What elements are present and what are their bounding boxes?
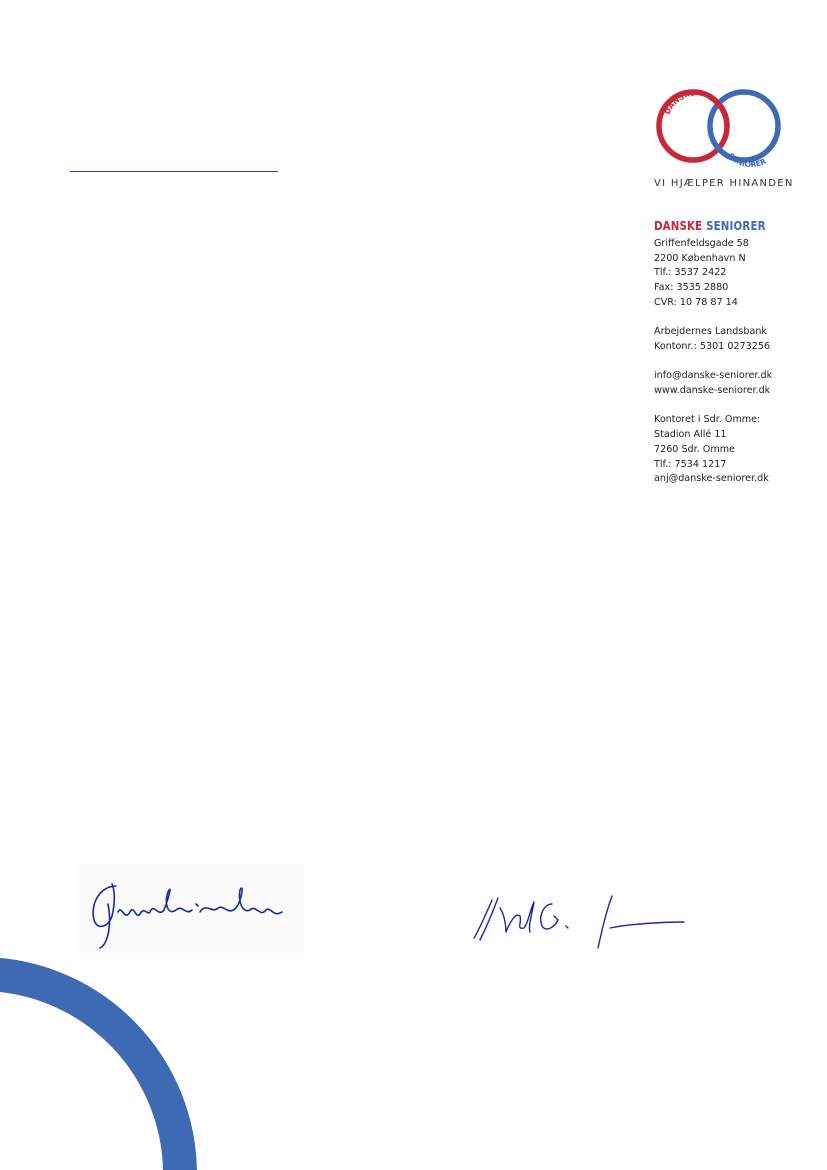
email-link[interactable]: info@danske-seniorer.dk bbox=[654, 370, 773, 382]
org-name-part1: DANSKE bbox=[654, 218, 703, 233]
danske-seniorer-logo bbox=[648, 88, 788, 190]
address-line: Griffenfeldsgade 58 bbox=[654, 238, 749, 249]
office-address: Stadion Allé 11 bbox=[654, 429, 727, 441]
organization-name bbox=[654, 218, 766, 233]
logo-arc-bottom-text: SENIORER bbox=[726, 151, 768, 170]
logo-rings bbox=[648, 88, 788, 178]
fax-number: Fax: 3535 2880 bbox=[654, 282, 729, 294]
cvr-number: CVR: 10 78 87 14 bbox=[654, 296, 738, 308]
bank-name: Arbejdernes Landsbank bbox=[654, 326, 767, 338]
office-email-link[interactable]: anj@danske-seniorer.dk bbox=[654, 473, 769, 485]
logo-tagline: VI HJÆLPER HINANDEN bbox=[654, 178, 794, 189]
website-link[interactable]: www.danske-seniorer.dk bbox=[654, 385, 771, 396]
address-line: 2200 København N bbox=[654, 252, 746, 264]
org-name-part2: SENIORER bbox=[706, 218, 766, 233]
decorative-corner-arc bbox=[0, 950, 200, 1170]
logo-arc-top-text: DANSKE bbox=[662, 88, 696, 116]
phone-number: Tlf.: 3537 2422 bbox=[654, 267, 727, 279]
contact-block bbox=[654, 237, 772, 487]
signature-right bbox=[470, 888, 694, 952]
office-heading: Kontoret i Sdr. Omme: bbox=[654, 414, 761, 426]
bank-account: Kontonr.: 5301 0273256 bbox=[654, 340, 771, 352]
signature-left bbox=[78, 864, 304, 954]
hyperlink-underline[interactable] bbox=[70, 171, 278, 172]
office-phone: Tlf.: 7534 1217 bbox=[654, 458, 727, 470]
office-address: 7260 Sdr. Omme bbox=[654, 443, 735, 455]
